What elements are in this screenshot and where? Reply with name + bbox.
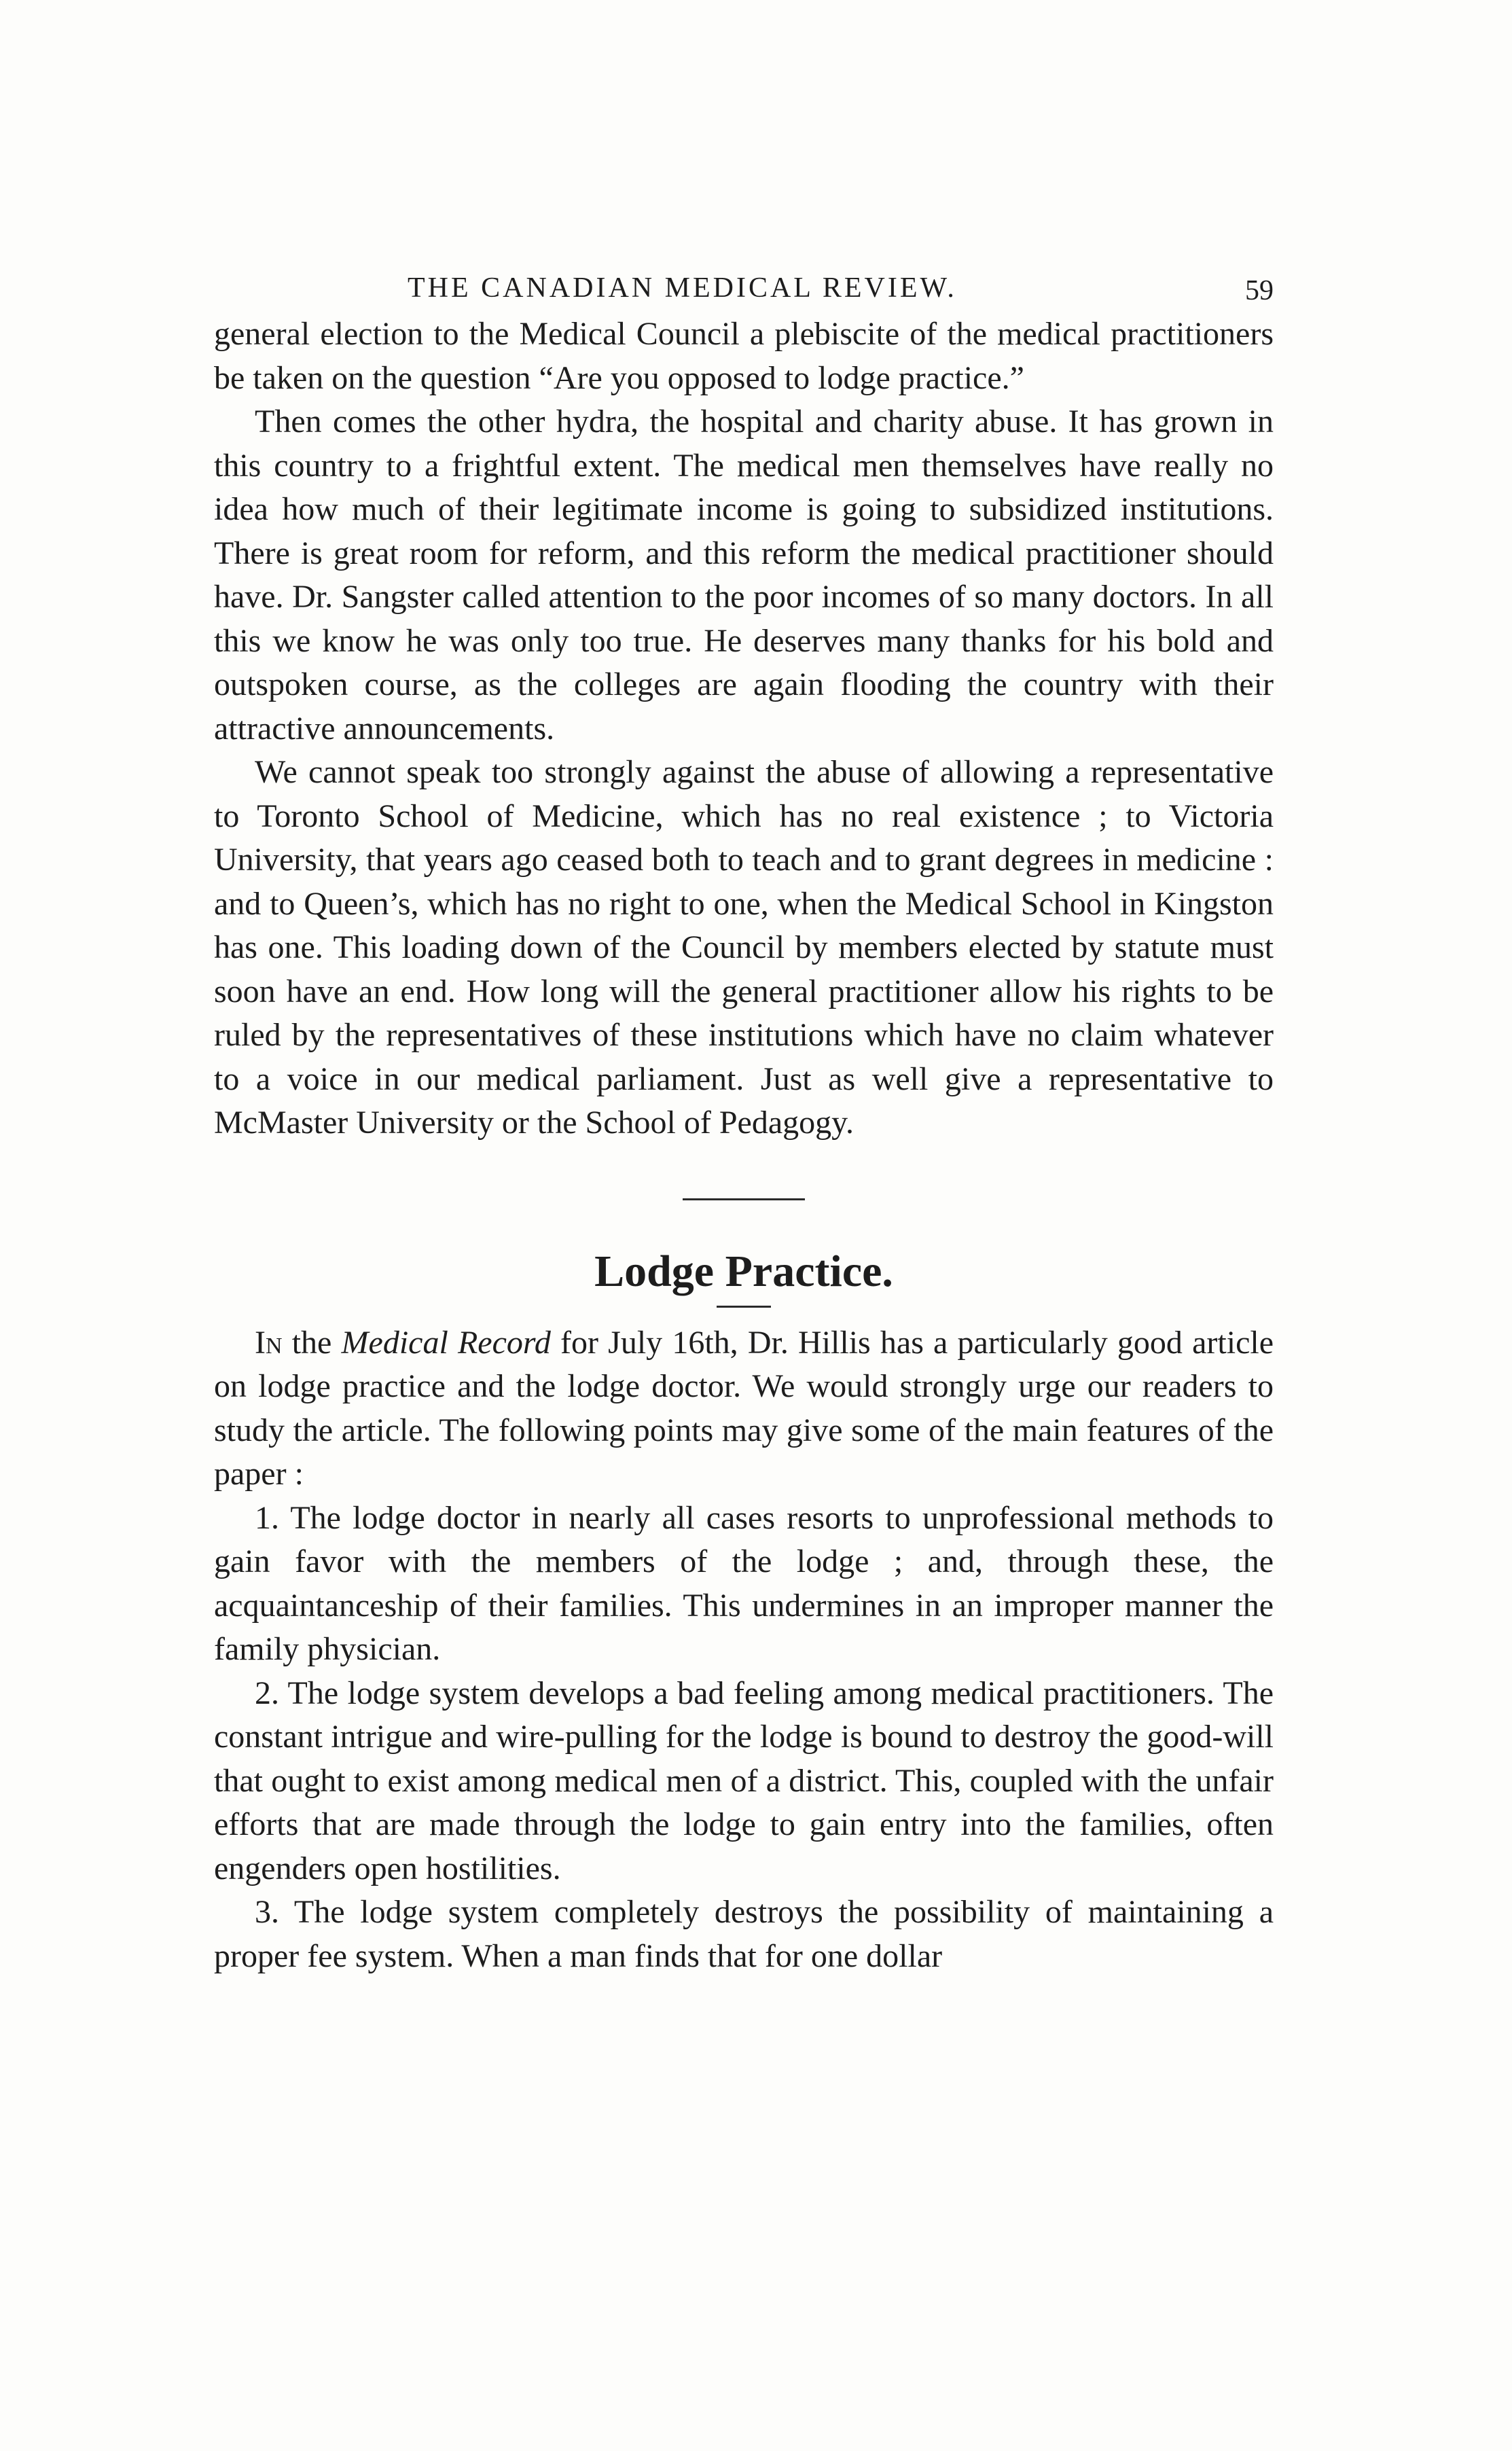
lead-word: In — [255, 1324, 283, 1361]
body-paragraph: general election to the Medical Council a plebiscite of the medical practitioners be taken on the question “Are you opposed to lodge practice.” — [214, 316, 1274, 396]
page-number: 59 — [1245, 275, 1274, 306]
heading-underline — [717, 1306, 771, 1308]
document-page — [214, 272, 1274, 1978]
intro-text-before: the — [282, 1324, 342, 1361]
running-header — [214, 272, 1274, 312]
body-paragraph: Then comes the other hydra, the hospital and charity abuse. It has grown in this country to a frightful extent. The medical men themselves have really no idea how much of their legitimate income is going to subsidized institutions. There is great room for reform, and this reform the medical practitioner should have. Dr. Sangster called attention to the poor incomes of so many doctors. In all this we know he was only too true. He deserves many thanks for his bold and outspoken course, as the colleges are again flooding the country with their attractive announcements. — [214, 404, 1274, 747]
intro-text-after: for July 16th, Dr. Hillis has a particularly good article on lodge practice and the lodge doctor. We would strongly urge our readers to study the article. The following points may give some of the main features of the paper : — [214, 1324, 1274, 1492]
journal-name: Medical Record — [341, 1324, 551, 1361]
journal-title: THE CANADIAN MEDICAL REVIEW. — [408, 272, 957, 304]
intro-paragraph — [214, 1321, 1274, 1497]
numbered-point: 3. The lodge system completely destroys the possibility of maintaining a proper fee system. When a man finds that for one dollar — [214, 1894, 1274, 1974]
numbered-point: 2. The lodge system develops a bad feeling among medical practitioners. The constant intrigue and wire-pulling for the lodge is bound to destroy the good-will that ought to exist among medical men of a district. This, coupled with the unfair efforts that are made through the lodge to gain entry into the families, often engenders open hostilities. — [214, 1675, 1274, 1886]
section-divider — [683, 1198, 805, 1200]
numbered-point: 1. The lodge doctor in nearly all cases resorts to unprofessional methods to gain favor with the members of the lodge ; and, through these, the acquaintanceship of their families. This undermines in an improper manner the family physician. — [214, 1499, 1274, 1667]
body-paragraph: We cannot speak too strongly against the abuse of allowing a representative to Toronto School of Medicine, which has no real existence ; to Victoria University, that years ago ceased both to teach and to grant degrees in medicine : and to Queen’s, which has no right to one, when the Medical School in Kingston has one. This loading down of the Council by members elected by statute must soon have an end. How long will the general practitioner allow his rights to be ruled by the representatives of these institutions which have no claim whatever to a voice in our medical parliament. Just as well give a representative to McMaster University or the School of Pedagogy. — [214, 754, 1274, 1141]
section-heading: Lodge Practice. — [594, 1246, 893, 1296]
